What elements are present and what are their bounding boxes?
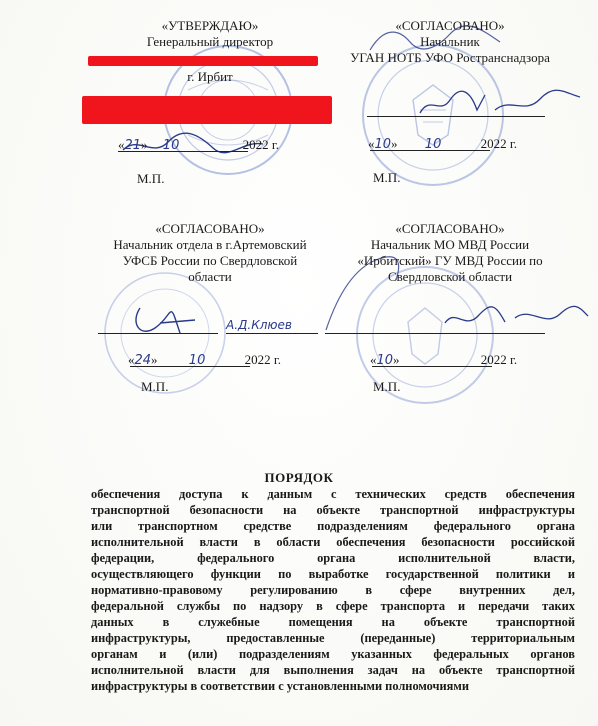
body-line: инфраструктуры, предоставленные (переданные) территориальным (91, 631, 575, 645)
body-line: нормативно-правовому регулированию в сфере внутренних дел, (91, 583, 575, 597)
agreed2-heading: «СОГЛАСОВАНО» (155, 221, 265, 236)
agreed2-position-line3: области (188, 269, 232, 284)
agreed2-date-year: 2022 г. (244, 352, 281, 367)
approve-block (90, 18, 330, 50)
agreed3-heading: «СОГЛАСОВАНО» (395, 221, 505, 236)
approve-date-year: 2022 г. (242, 137, 279, 152)
agreed1-date-year: 2022 г. (480, 136, 517, 151)
approve-heading: «УТВЕРЖДАЮ» (161, 18, 259, 33)
body-line: транспортной безопасности на объекте транспортной инфраструктуры (91, 503, 575, 517)
agreed3-date-day: 10 (376, 353, 394, 368)
redaction-bar (82, 96, 332, 124)
body-line: осуществляющего функции по выработке государственной политики и (91, 567, 575, 581)
agreed1-date-day: 10 (374, 137, 392, 152)
agreed3-position-line2: «Ирбитский» ГУ МВД России по (357, 253, 543, 268)
agreed3-date-year: 2022 г. (480, 352, 518, 367)
agreed2-mp: М.П. (141, 379, 169, 394)
agreed2-block (85, 221, 335, 285)
agreed3-date: «10» 2022 г. (370, 352, 518, 368)
signature-agreed1 (415, 85, 585, 125)
agreed1-date-month: 10 (424, 137, 442, 152)
agreed2-position-line2: УФСБ России по Свердловской (122, 253, 298, 268)
agreed3-position-line1: Начальник МО МВД России (370, 237, 530, 252)
agreed2-signer-line (226, 333, 318, 334)
agreed1-heading: «СОГЛАСОВАНО» (395, 18, 505, 33)
approve-date: «21» 10 2022 г. (118, 137, 279, 153)
body-line: инфраструктуры в соответствии с установленными полномочиями (91, 679, 469, 693)
agreed1-position-line1: Начальник (420, 34, 480, 49)
body-line: или транспортном средстве подразделениям федерального органа (91, 519, 575, 533)
agreed1-block (330, 18, 570, 66)
body-line: федерации, федерального органа исполнительной власти, (91, 551, 575, 565)
agreed1-sign-line (367, 116, 545, 117)
agreed3-position-line3: Свердловской области (387, 269, 513, 284)
agreed1-date: «10» 10 2022 г. (368, 136, 517, 152)
approve-date-month: 10 (162, 138, 180, 153)
document-title: ПОРЯДОК (264, 470, 334, 485)
approve-mp: М.П. (137, 171, 165, 186)
body-line: исполнительной власти в области обеспечения безопасности российской (91, 535, 575, 549)
agreed2-signer-name: А.Д.Клюев (226, 318, 292, 332)
redaction-bar (88, 56, 318, 66)
body-line: федеральной службы по надзору в сфере транспорта и передачи таких (91, 599, 575, 613)
agreed2-position-line1: Начальник отдела в г.Артемовский (113, 237, 307, 252)
body-line: органам и (или) подразделениям указанных федеральных органов (91, 647, 575, 661)
agreed3-sign-line (325, 333, 545, 334)
agreed2-date-day: 24 (134, 353, 152, 368)
document-body (91, 486, 575, 694)
agreed2-signer (226, 317, 292, 333)
agreed1-mp: М.П. (373, 170, 401, 185)
body-line: обеспечения доступа к данным с технических средств обеспечения (91, 487, 575, 501)
signature-agreed2 (120, 298, 200, 343)
approve-position: Генеральный директор (146, 34, 274, 49)
approve-city: г. Ирбит (187, 69, 233, 84)
agreed2-sign-line (98, 333, 218, 334)
body-line: данных в служебные помещения на объекте транспортной (91, 615, 575, 629)
approve-date-day: 21 (124, 138, 142, 153)
body-line: исполнительной власти для выполнения задач на объекте транспортной (91, 663, 575, 677)
agreed2-date-month: 10 (188, 353, 206, 368)
approve-city-line (170, 69, 250, 85)
agreed2-date: «24» 10 2022 г. (128, 352, 281, 368)
agreed3-block (335, 221, 565, 285)
agreed3-mp: М.П. (373, 379, 401, 394)
signature-agreed3 (440, 298, 590, 338)
agreed1-position-line2: УГАН НОТБ УФО Ространснадзора (350, 50, 550, 65)
